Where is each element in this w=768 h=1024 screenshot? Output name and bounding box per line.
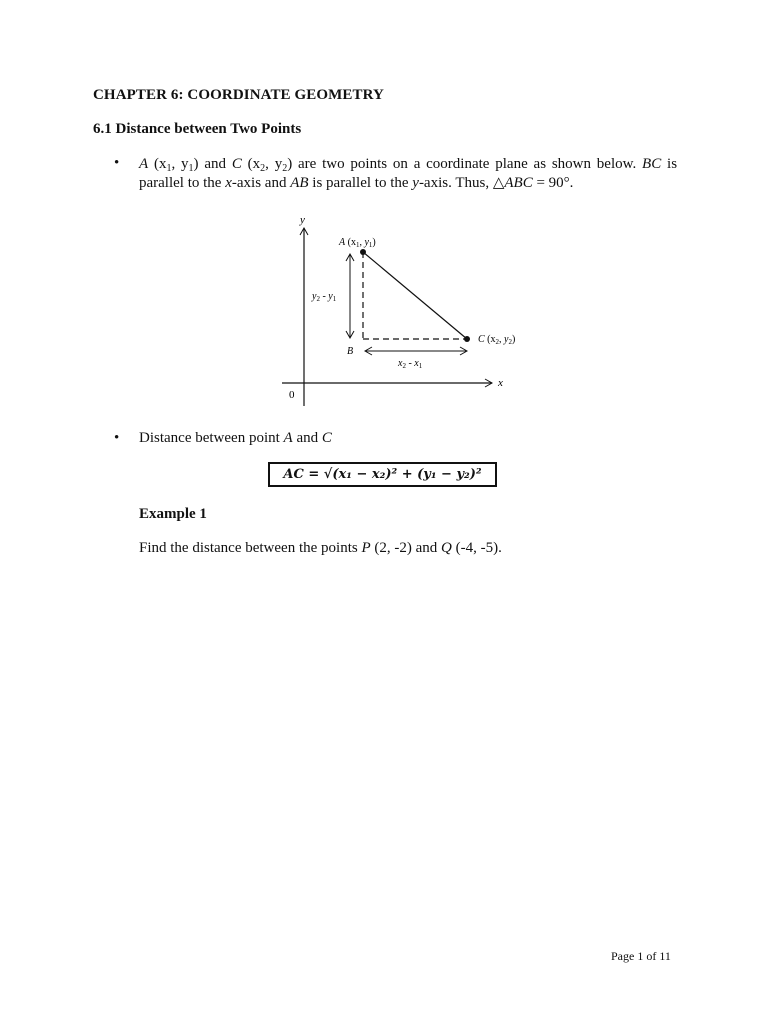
y-axis-label: y bbox=[300, 214, 305, 226]
text: -axis. Thus, bbox=[418, 175, 493, 191]
label-a: A ($x_1$, $y_1$) bbox=[339, 237, 376, 249]
y-letter: y bbox=[412, 175, 419, 191]
comma-y: , y bbox=[265, 156, 283, 172]
distance-bullet-text bbox=[139, 430, 332, 447]
chapter-title: CHAPTER 6: COORDINATE GEOMETRY bbox=[93, 87, 384, 103]
example-heading: Example 1 bbox=[139, 506, 207, 522]
text: is parallel to the bbox=[308, 175, 413, 191]
c-coord-open: (x bbox=[247, 156, 261, 172]
text: is parallel to the bbox=[139, 156, 678, 191]
text: Find the distance between the points bbox=[139, 540, 362, 556]
point-c-letter: C bbox=[231, 156, 242, 172]
point-a-letter: A bbox=[139, 156, 149, 172]
intro-paragraph bbox=[139, 155, 677, 193]
angle-abc: △ABC bbox=[492, 175, 533, 191]
bullet-marker: • bbox=[114, 430, 120, 446]
text: Distance between point bbox=[139, 430, 284, 446]
point-a bbox=[360, 249, 366, 255]
label-horizontal-diff: $x_2 - x_1$ bbox=[398, 358, 423, 370]
ab-label: AB bbox=[290, 175, 309, 191]
label-b: B bbox=[347, 346, 354, 357]
text: = 90°. bbox=[532, 175, 574, 191]
a-coord-open: (x bbox=[153, 156, 167, 172]
label-vertical-diff: $y_2 - y_1$ bbox=[312, 291, 337, 303]
distance-formula: AC = √(x₁ − x₂)² + (y₁ − y₂)² bbox=[268, 462, 497, 487]
label-c: C ($x_2$, $y_2$) bbox=[478, 334, 516, 346]
sub: 2 bbox=[260, 163, 266, 174]
coordinate-diagram bbox=[270, 208, 540, 413]
x-axis-label: x bbox=[498, 377, 503, 389]
segment-ac bbox=[363, 252, 467, 339]
text: -axis and bbox=[231, 175, 291, 191]
point-p-letter: P bbox=[361, 540, 371, 556]
sub: 2 bbox=[282, 163, 288, 174]
text: (2, -2) and bbox=[370, 540, 442, 556]
page-number: Page 1 of 11 bbox=[611, 949, 671, 963]
example-question bbox=[139, 540, 502, 557]
text: (-4, -5). bbox=[451, 540, 502, 556]
x-letter: x bbox=[225, 175, 232, 191]
sub: 1 bbox=[188, 163, 194, 174]
point-q-letter: Q bbox=[441, 540, 452, 556]
section-title: 6.1 Distance between Two Points bbox=[93, 121, 302, 137]
point-c-letter: C bbox=[321, 430, 332, 446]
point-a-letter: A bbox=[283, 430, 293, 446]
close-rest: ) are two points on a coordinate plane as shown below. bbox=[287, 156, 643, 172]
text: and bbox=[292, 430, 322, 446]
sub: 1 bbox=[166, 163, 172, 174]
close-and: ) and bbox=[193, 156, 232, 172]
bullet-marker: • bbox=[114, 155, 120, 171]
bc-label: BC bbox=[642, 156, 662, 172]
origin-label: 0 bbox=[289, 389, 295, 401]
point-c bbox=[464, 336, 470, 342]
comma-y: , y bbox=[171, 156, 189, 172]
